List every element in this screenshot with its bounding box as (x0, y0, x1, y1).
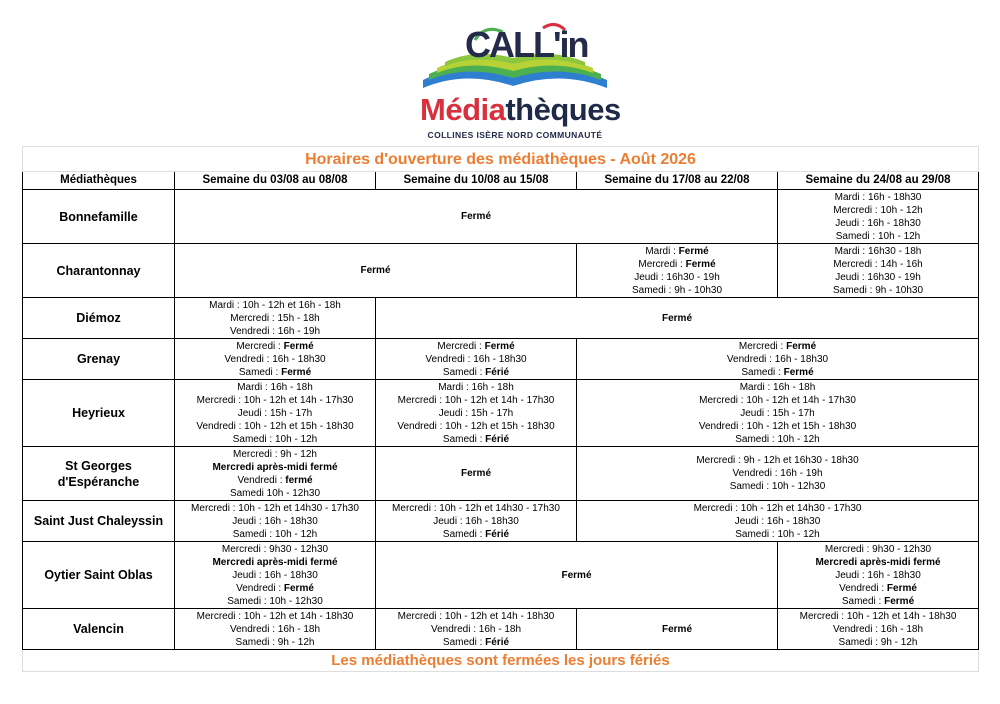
schedule-line (579, 623, 775, 636)
schedule-line (177, 325, 373, 338)
schedule-line (579, 353, 976, 366)
schedule-line (579, 454, 976, 467)
hours-text: Samedi : (741, 366, 784, 378)
hours-text: Samedi : (841, 595, 885, 607)
hours-text: Jeudi : 16h - 18h30 (835, 217, 921, 229)
schedule-line (780, 284, 976, 297)
hours-text: Mercredi : 10h - 12h et 14h - 18h30 (799, 610, 957, 622)
schedule-line (177, 461, 373, 474)
schedule-cell (376, 609, 577, 650)
status-text: Férié (485, 528, 510, 540)
hours-text: Vendredi : (839, 582, 887, 594)
mediatheques-wordmark: Médiathèques (420, 92, 621, 127)
hours-text: Mercredi : 10h - 12h et 14h30 - 17h30 (693, 502, 862, 514)
hours-text: Mardi : 10h - 12h et 16h - 18h (209, 299, 341, 311)
hours-text: Jeudi : 15h - 17h (438, 407, 514, 419)
schedule-cell (175, 298, 376, 339)
hours-text: Mercredi : 9h - 12h et 16h30 - 18h30 (696, 455, 859, 466)
schedule-line (378, 420, 574, 433)
hours-text: Samedi : (238, 366, 282, 378)
hours-text: Jeudi : 15h - 17h (740, 407, 815, 419)
schedule-cell (376, 380, 577, 447)
schedule-line (579, 284, 775, 297)
schedule-line (177, 312, 373, 325)
hours-text: Samedi : (442, 636, 486, 648)
hours-text: Jeudi : 16h - 18h30 (734, 515, 821, 527)
schedule-line (780, 230, 976, 243)
table-row (23, 298, 979, 339)
hours-text: Jeudi : 16h30 - 19h (835, 271, 921, 283)
status-text: Férié (485, 366, 510, 378)
schedule-cell (376, 501, 577, 542)
schedule-line (579, 528, 976, 541)
schedule-line (177, 210, 775, 223)
schedule-line (579, 433, 976, 446)
schedule-cell (577, 339, 979, 380)
hours-text: Samedi : 9h - 10h30 (832, 284, 924, 296)
status-text: Fermé (685, 258, 716, 270)
status-text: Fermé (662, 312, 693, 324)
column-header-libraries: Médiathèques (23, 172, 175, 190)
schedule-cell (175, 542, 376, 609)
schedule-line (177, 636, 373, 649)
schedule-line (177, 543, 373, 556)
schedule-line (378, 467, 574, 480)
hours-text: Vendredi : 16h - 18h (430, 623, 522, 635)
hours-text: Mercredi : (437, 340, 485, 352)
hours-text: Mardi : 16h - 18h30 (834, 191, 922, 203)
schedule-line (579, 366, 976, 379)
hours-text: Jeudi : 16h - 18h30 (835, 569, 921, 581)
footer-note: Les médiathèques sont fermées les jours fériés (23, 650, 979, 672)
status-text: Férié (485, 636, 510, 648)
status-text: Mercredi après-midi fermé (815, 556, 941, 568)
hours-text: Mercredi : 10h - 12h et 14h30 - 17h30 (392, 502, 560, 514)
schedule-line (177, 340, 373, 353)
header-row (23, 172, 979, 190)
schedule-sheet (22, 146, 978, 669)
schedule-cell (577, 447, 979, 501)
hours-text: Vendredi : 16h - 18h30 (224, 353, 326, 365)
hours-text: Jeudi : 16h - 18h30 (232, 569, 318, 581)
hours-text: Mercredi : (236, 340, 284, 352)
hours-text: Mardi : 16h - 18h (438, 381, 514, 393)
schedule-line (177, 556, 373, 569)
library-name: Valencin (23, 609, 175, 650)
table-row (23, 447, 979, 501)
schedule-line (177, 502, 373, 515)
schedule-line (177, 353, 373, 366)
schedule-cell (376, 447, 577, 501)
hours-text: Samedi : 9h - 12h (235, 636, 315, 648)
schedule-line (579, 502, 976, 515)
hours-text: Jeudi : 16h - 18h30 (232, 515, 318, 527)
hours-text: Mercredi : 10h - 12h (833, 204, 923, 216)
library-name: Charantonnay (23, 244, 175, 298)
status-text: Fermé (360, 265, 391, 276)
schedule-cell (778, 542, 979, 609)
schedule-cell (175, 190, 778, 244)
table-row (23, 339, 979, 380)
table-row (23, 380, 979, 447)
schedule-line (780, 569, 976, 582)
schedule-line (780, 556, 976, 569)
schedule-line (378, 610, 574, 623)
schedule-line (378, 502, 574, 515)
schedule-line (378, 515, 574, 528)
schedule-line (177, 264, 574, 277)
schedule-cell (175, 501, 376, 542)
callin-logo (415, 14, 621, 140)
hours-text: Vendredi : 10h - 12h et 15h - 18h30 (397, 420, 555, 432)
schedule-line (579, 420, 976, 433)
hours-text: Mercredi : 10h - 12h et 14h - 17h30 (699, 394, 856, 406)
schedule-line (780, 204, 976, 217)
schedule-cell (577, 609, 778, 650)
table-row (23, 244, 979, 298)
schedule-line (780, 543, 976, 556)
schedule-line (378, 381, 574, 394)
schedule-line (780, 623, 976, 636)
schedule-line (579, 480, 976, 493)
schedule-line (177, 623, 373, 636)
hours-text: Vendredi : 16h - 18h30 (425, 353, 527, 365)
schedule-line (780, 610, 976, 623)
schedule-line (177, 407, 373, 420)
brand-name: CALL'in (465, 24, 588, 65)
schedule-line (579, 340, 976, 353)
schedule-line (780, 582, 976, 595)
table-row (23, 190, 979, 244)
schedule-line (177, 474, 373, 487)
schedule-line (579, 245, 775, 258)
table-row (23, 542, 979, 609)
hours-text: Samedi : 9h - 12h (838, 636, 918, 648)
schedule-line (780, 258, 976, 271)
schedule-line (177, 595, 373, 608)
status-text: Fermé (783, 366, 814, 378)
table-body (23, 190, 979, 650)
schedule-line (177, 381, 373, 394)
hours-text: Jeudi : 16h - 18h30 (433, 515, 519, 527)
schedule-line (378, 340, 574, 353)
status-text: Mercredi après-midi fermé (212, 461, 338, 473)
schedule-line (177, 569, 373, 582)
hours-text: Samedi : (442, 528, 486, 540)
hours-text: Vendredi : 16h - 18h (832, 623, 924, 635)
schedule-cell (175, 609, 376, 650)
schedule-cell (175, 244, 577, 298)
schedule-cell (577, 380, 979, 447)
library-name: Bonnefamille (23, 190, 175, 244)
hours-text: Vendredi : 16h - 19h (732, 468, 823, 479)
schedule-cell (376, 542, 778, 609)
schedule-line (177, 448, 373, 461)
status-text: Fermé (460, 211, 491, 222)
hours-text: Mercredi : 10h - 12h et 14h - 18h30 (196, 610, 354, 622)
schedule-line (378, 407, 574, 420)
hours-text: Mardi : 16h - 18h (237, 381, 313, 393)
library-name: St Georges d'Espéranche (23, 447, 175, 501)
schedule-line (780, 191, 976, 204)
hours-text: Vendredi : (237, 474, 286, 486)
status-text: Férié (485, 433, 510, 445)
status-text: Fermé (460, 468, 491, 479)
schedule-table (22, 146, 979, 672)
schedule-line (378, 636, 574, 649)
schedule-line (579, 467, 976, 480)
schedule-line (579, 258, 775, 271)
table-row (23, 609, 979, 650)
schedule-cell (376, 339, 577, 380)
library-name: Oytier Saint Oblas (23, 542, 175, 609)
hours-text: Samedi : 10h - 12h30 (729, 481, 826, 492)
schedule-line (378, 353, 574, 366)
schedule-line (378, 394, 574, 407)
status-text: fermé (285, 474, 313, 486)
hours-text: Jeudi : 15h - 17h (237, 407, 313, 419)
hours-text: Vendredi : 16h - 18h30 (726, 353, 829, 365)
status-text: Mercredi après-midi fermé (212, 556, 338, 568)
hours-text: Vendredi : 10h - 12h et 15h - 18h30 (196, 420, 354, 432)
column-header-week-4: Semaine du 24/08 au 29/08 (778, 172, 979, 190)
hours-text: Vendredi : 16h - 19h (229, 325, 321, 337)
hours-text: Samedi : 10h - 12h30 (227, 595, 323, 607)
status-text: Fermé (283, 582, 314, 594)
status-text: Fermé (561, 569, 592, 581)
schedule-cell (175, 447, 376, 501)
schedule-line (177, 582, 373, 595)
hours-text: Samedi : (442, 433, 486, 445)
page-title: Horaires d'ouverture des médiathèques - Août 2026 (23, 147, 979, 172)
schedule-cell (376, 298, 979, 339)
schedule-cell (577, 501, 979, 542)
hours-text: Mercredi : 9h30 - 12h30 (221, 543, 329, 555)
column-header-week-2: Semaine du 10/08 au 15/08 (376, 172, 577, 190)
status-text: Fermé (786, 340, 817, 352)
schedule-line (378, 528, 574, 541)
hours-text: Mercredi : (738, 340, 787, 352)
hours-text: Mardi : 16h30 - 18h (834, 245, 922, 257)
schedule-line (177, 299, 373, 312)
hours-text: Samedi : 10h - 12h (735, 433, 820, 445)
hours-text: Vendredi : 16h - 18h (229, 623, 321, 635)
hours-text: Jeudi : 16h30 - 19h (634, 271, 720, 283)
library-name: Diémoz (23, 298, 175, 339)
hours-text: Mercredi : (638, 258, 686, 270)
schedule-line (579, 515, 976, 528)
schedule-line (378, 623, 574, 636)
hours-text: Mercredi : 10h - 12h et 14h30 - 17h30 (191, 502, 359, 514)
column-header-week-3: Semaine du 17/08 au 22/08 (577, 172, 778, 190)
library-name: Heyrieux (23, 380, 175, 447)
hours-text: Mercredi : 9h - 12h (233, 448, 317, 460)
status-text: Fermé (281, 366, 312, 378)
hours-text: Vendredi : (236, 582, 284, 594)
hours-text: Mercredi : 9h30 - 12h30 (824, 543, 932, 555)
hours-text: Samedi : 9h - 10h30 (631, 284, 723, 296)
schedule-line (177, 394, 373, 407)
hours-text: Samedi : 10h - 12h (232, 433, 318, 445)
hours-text: Samedi : (442, 366, 486, 378)
hours-text: Vendredi : 10h - 12h et 15h - 18h30 (698, 420, 857, 432)
status-text: Fermé (484, 340, 515, 352)
schedule-line (579, 271, 775, 284)
hours-text: Samedi : 10h - 12h (735, 528, 820, 540)
library-name: Grenay (23, 339, 175, 380)
hours-text: Samedi 10h - 12h30 (229, 487, 321, 499)
schedule-line (780, 636, 976, 649)
hours-text: Samedi : 10h - 12h (835, 230, 921, 242)
hours-text: Mardi : 16h - 18h (739, 381, 816, 393)
status-text: Fermé (661, 623, 692, 635)
hours-text: Samedi : 10h - 12h (232, 528, 318, 540)
schedule-line (177, 610, 373, 623)
status-text: Fermé (886, 582, 917, 594)
schedule-line (780, 245, 976, 258)
schedule-cell (175, 380, 376, 447)
schedule-line (579, 381, 976, 394)
schedule-line (378, 366, 574, 379)
schedule-cell (778, 609, 979, 650)
schedule-line (780, 217, 976, 230)
status-text: Fermé (678, 245, 709, 257)
hours-text: Mercredi : 10h - 12h et 14h - 17h30 (397, 394, 555, 406)
schedule-cell (175, 339, 376, 380)
status-text: Fermé (283, 340, 314, 352)
logo-subtitle: COLLINES ISÈRE NORD COMMUNAUTÉ (427, 130, 603, 140)
schedule-line (177, 487, 373, 500)
schedule-line (177, 420, 373, 433)
schedule-line (378, 312, 976, 325)
schedule-line (378, 433, 574, 446)
library-name: Saint Just Chaleyssin (23, 501, 175, 542)
hours-text: Mercredi : 10h - 12h et 14h - 17h30 (196, 394, 354, 406)
schedule-line (780, 595, 976, 608)
schedule-cell (778, 190, 979, 244)
schedule-cell (778, 244, 979, 298)
table-row (23, 501, 979, 542)
schedule-line (177, 366, 373, 379)
column-header-week-1: Semaine du 03/08 au 08/08 (175, 172, 376, 190)
schedule-line (579, 394, 976, 407)
status-text: Fermé (884, 595, 915, 607)
schedule-line (378, 569, 775, 582)
schedule-line (177, 528, 373, 541)
hours-text: Mercredi : 15h - 18h (230, 312, 320, 324)
schedule-line (780, 271, 976, 284)
schedule-line (177, 433, 373, 446)
hours-text: Mercredi : 10h - 12h et 14h - 18h30 (397, 610, 555, 622)
schedule-line (177, 515, 373, 528)
hours-text: Mardi : (645, 245, 679, 257)
hours-text: Mercredi : 14h - 16h (833, 258, 923, 270)
schedule-cell (577, 244, 778, 298)
schedule-line (579, 407, 976, 420)
